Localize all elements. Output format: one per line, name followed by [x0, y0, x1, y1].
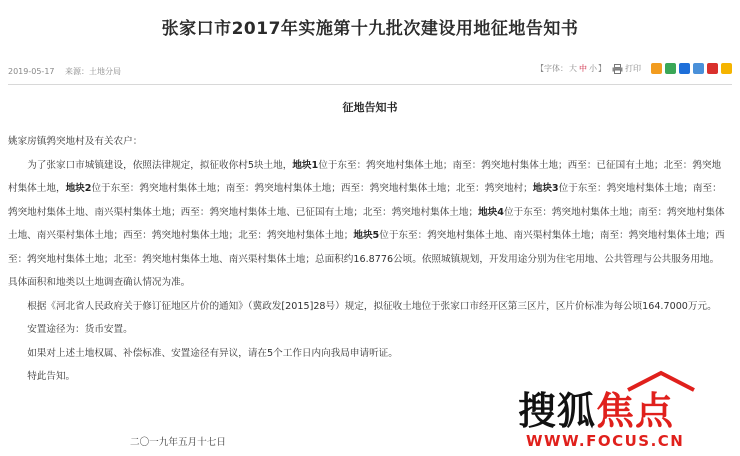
- printer-icon: [612, 64, 623, 74]
- share-wechat-icon[interactable]: [665, 63, 676, 74]
- share-tqq-icon[interactable]: [693, 63, 704, 74]
- article-meta: [8, 66, 129, 77]
- publish-date: 2019-05-17: [8, 67, 55, 76]
- watermark-brand-black: 搜狐: [518, 389, 597, 433]
- share-renren-icon[interactable]: [679, 63, 690, 74]
- paragraph-hearing: 如果对上述土地权属、补偿标准、安置途径有异议，请在5个工作日内向我局申请听证。: [27, 347, 398, 359]
- font-small-button[interactable]: 小: [589, 64, 597, 73]
- watermark-brand-red: 焦点: [596, 389, 675, 433]
- plot-1-label: 地块1: [292, 159, 319, 171]
- salutation: 姚家房镇鹁突地村及有关农户：: [8, 136, 143, 147]
- share-qzone-icon[interactable]: [651, 63, 662, 74]
- plot-5-label: 地块5: [353, 230, 380, 241]
- font-size-label-end: 】: [598, 64, 606, 73]
- share-more-icon[interactable]: [721, 63, 732, 74]
- share-weibo-icon[interactable]: [707, 63, 718, 74]
- header-divider: [8, 84, 732, 85]
- paragraph-closing: 特此告知。: [27, 371, 76, 382]
- focus-watermark-logo: [518, 376, 728, 456]
- font-large-button[interactable]: 大: [569, 64, 577, 73]
- print-button[interactable]: [612, 63, 641, 74]
- plot-3-text: 位于东至：鹁突地村集体土地；南至：鹁突地村集体土地、南兴渠村集体土地；西至：鹁突地村集体土地、已征国有土地；北至：鹁突地村集体土地；: [8, 183, 722, 218]
- document-body: [8, 130, 728, 389]
- document-heading: 征地告知书: [342, 101, 398, 114]
- watermark-brand: [518, 380, 674, 435]
- plot-2-text: 位于东至：鹁突地村集体土地；南至：鹁突地村集体土地；西至：鹁突地村集体土地；北至：鹁突地村；: [91, 183, 533, 194]
- article-title: 张家口市2017年实施第十九批次建设用地征地告知书: [161, 19, 579, 39]
- paragraph-plots: [8, 154, 728, 295]
- print-label: 打印: [625, 64, 641, 73]
- plot-4-label: 地块4: [478, 206, 504, 218]
- font-size-label: 【字体：: [536, 64, 568, 73]
- plot-1-text: 位于东至：鹁突地村集体土地；南至：鹁突地村集体土地；西至：已征国有土地；北至：鹁突地村集体土地，: [8, 159, 722, 194]
- paragraph-resettlement: 安置途径为：货币安置。: [27, 324, 133, 335]
- article-source: 来源：土地分局: [65, 67, 122, 76]
- plot-5-text: 位于东至：鹁突地村集体土地、南兴渠村集体土地；南至：鹁突地村集体土地；西至：鹁突地村集体土地；北至：鹁突地村集体土地、南兴渠村集体土地；总面积约16.8776公顷。依照城镇规划，开发用途分别为住宅用地、公共管理与公共服务用地。具体面积和地类以土地调查确认情况为准。: [8, 230, 725, 288]
- plots-intro: 为了张家口市城镇建设，依照法律规定，拟征收你村5块土地，: [27, 159, 293, 171]
- paragraph-price: 根据《河北省人民政府关于修订征地区片价的通知》（冀政发[2015]28号）规定，拟征收土地位于张家口市经开区第三区片，区片价标准为每公顷164.7000万元。: [27, 300, 717, 312]
- signature-date: 二〇一九年五月十七日: [130, 437, 226, 448]
- article-meta-bar: [8, 60, 732, 82]
- plot-3-label: 地块3: [532, 183, 559, 194]
- font-medium-button[interactable]: 中: [579, 64, 587, 73]
- share-icons: [651, 63, 732, 74]
- article-tools: [536, 63, 732, 74]
- font-size-control: [536, 63, 606, 74]
- plot-4-text: 位于东至：鹁突地村集体土地；南至：鹁突地村集体土地、南兴渠村集体土地；西至：鹁突地村集体土地；北至：鹁突地村集体土地；: [8, 206, 725, 241]
- watermark-url: WWW.FOCUS.CN: [526, 432, 685, 450]
- plot-2-label: 地块2: [65, 183, 92, 194]
